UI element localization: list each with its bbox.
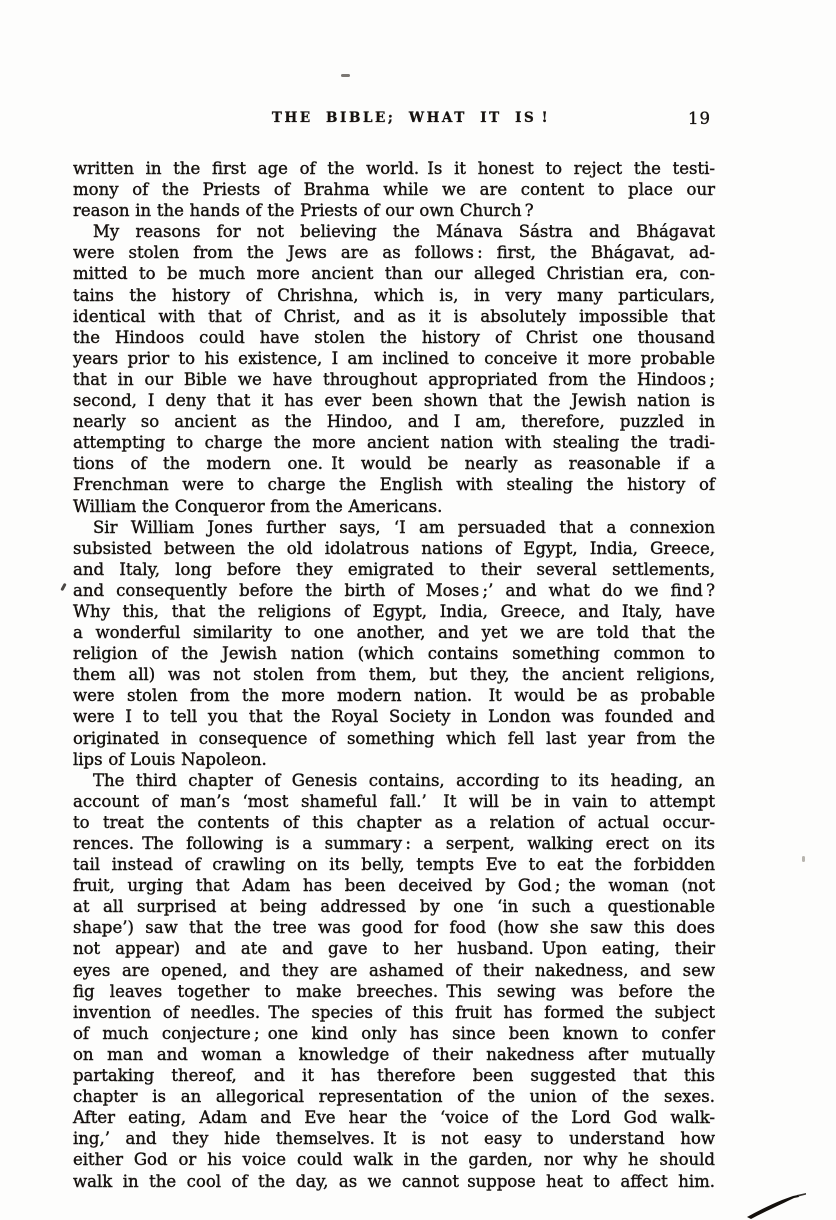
page-title: THE BIBLE; WHAT IT IS ! [271,110,551,126]
text-line: partaking thereof, and it has therefore been suggested that this [73,1066,715,1086]
text-line: invention of needles. The species of this fruit has formed the subject [73,1002,715,1022]
text-line: the Hindoos could have stolen the history of Christ one thousand [73,327,715,347]
text-line: Why this, that the religions of Egypt, India, Greece, and Italy, have [73,601,715,621]
text-line: fruit, urging that Adam has been deceived by God ; the woman (not [73,876,715,896]
text-line: eyes are opened, and they are ashamed of their nakedness, and sew [73,960,715,980]
text-line: After eating, Adam and Eve hear the ‘voice of the Lord God walk- [73,1108,715,1128]
text-line: years prior to his existence, I am inclined to conceive it more probable [73,348,715,368]
text-line: tains the history of Chrishna, which is, in very many particulars, [73,285,715,305]
text-line: on man and woman a knowledge of their nakedness after mutually [73,1044,715,1064]
text-line: tail instead of crawling on its belly, tempts Eve to eat the forbidden [73,855,715,875]
ink-flourish-mark [746,1192,812,1220]
text-line: attempting to charge the more ancient nation with stealing the tradi- [73,433,715,453]
text-line: Frenchman were to charge the English with stealing the history of [73,475,715,495]
text-line: The third chapter of Genesis contains, according to its heading, an [93,770,715,790]
text-line: rences. The following is a summary : a serpent, walking erect on its [73,834,715,853]
text-line: and consequently before the birth of Moses ;’ and what do we find ? [73,580,715,600]
text-line: that in our Bible we have throughout appropriated from the Hindoos ; [73,369,715,389]
text-line: My reasons for not believing the Mánava Sástra and Bhágavat [93,222,715,242]
text-line: either God or his voice could walk in the garden, nor why he should [73,1150,715,1170]
text-line: shape’) saw that the tree was good for food (how she saw this does [73,918,715,938]
text-line: walk in the cool of the day, as we cannot suppose heat to affect him. [73,1171,715,1191]
text-line: lips of Louis Napoleon. [73,749,267,769]
text-line: identical with that of Christ, and as it is absolutely impossible that [73,306,715,326]
text-line: and Italy, long before they emigrated to their several settlements, [73,559,715,579]
text-line: written in the first age of the world. Is it honest to reject the testi- [73,159,715,178]
text-line: fig leaves together to make breeches. This sewing was before the [73,981,715,1001]
text-line: not appear) and ate and gave to her husband. Upon eating, their [73,939,715,959]
text-line: tions of the modern one. It would be nearly as reasonable if a [73,454,715,474]
scan-speck-right [802,856,805,862]
text-line: mitted to be much more ancient than our alleged Christian era, con- [73,264,715,284]
text-line: religion of the Jewish nation (which contains something common to [73,644,715,664]
text-line: second, I deny that it has ever been shown that the Jewish nation is [73,391,715,411]
text-line: them all) was not stolen from them, but they, the ancient religions, [73,665,715,685]
text-line: Sir William Jones further says, ‘I am persuaded that a connexion [93,517,715,537]
page-number: 19 [688,109,711,128]
text-line: subsisted between the old idolatrous nations of Egypt, India, Greece, [73,538,715,558]
scan-margin-tick [60,583,66,591]
text-line: nearly so ancient as the Hindoo, and I am, therefore, puzzled in [73,412,715,432]
text-line: a wonderful similarity to one another, and yet we are told that the [73,623,715,643]
scan-speck-top [341,74,350,77]
text-line: were I to tell you that the Royal Society in London was founded and [73,707,715,727]
text-line: were stolen from the Jews are as follows : first, the Bhágavat, ad- [73,243,715,263]
text-line: to treat the contents of this chapter as a relation of actual occur- [73,812,715,832]
text-line: reason in the hands of the Priests of our own Church ? [73,201,534,221]
text-line: originated in consequence of something which fell last year from the [73,728,715,748]
text-line: mony of the Priests of Brahma while we are content to place our [73,180,715,200]
text-line: William the Conqueror from the Americans. [73,496,443,516]
text-line: ing,’ and they hide themselves. It is not easy to understand how [73,1129,715,1149]
text-line: of much conjecture ; one kind only has since been known to confer [73,1023,715,1043]
text-line: at all surprised at being addressed by one ‘in such a questionable [73,897,715,917]
page-text [73,158,715,1192]
text-line: chapter is an allegorical representation of the union of the sexes. [73,1087,715,1107]
text-line: account of man’s ‘most shameful fall.’ It will be in vain to attempt [73,791,715,811]
text-line: were stolen from the more modern nation. It would be as probable [73,686,715,706]
running-header [73,110,715,134]
